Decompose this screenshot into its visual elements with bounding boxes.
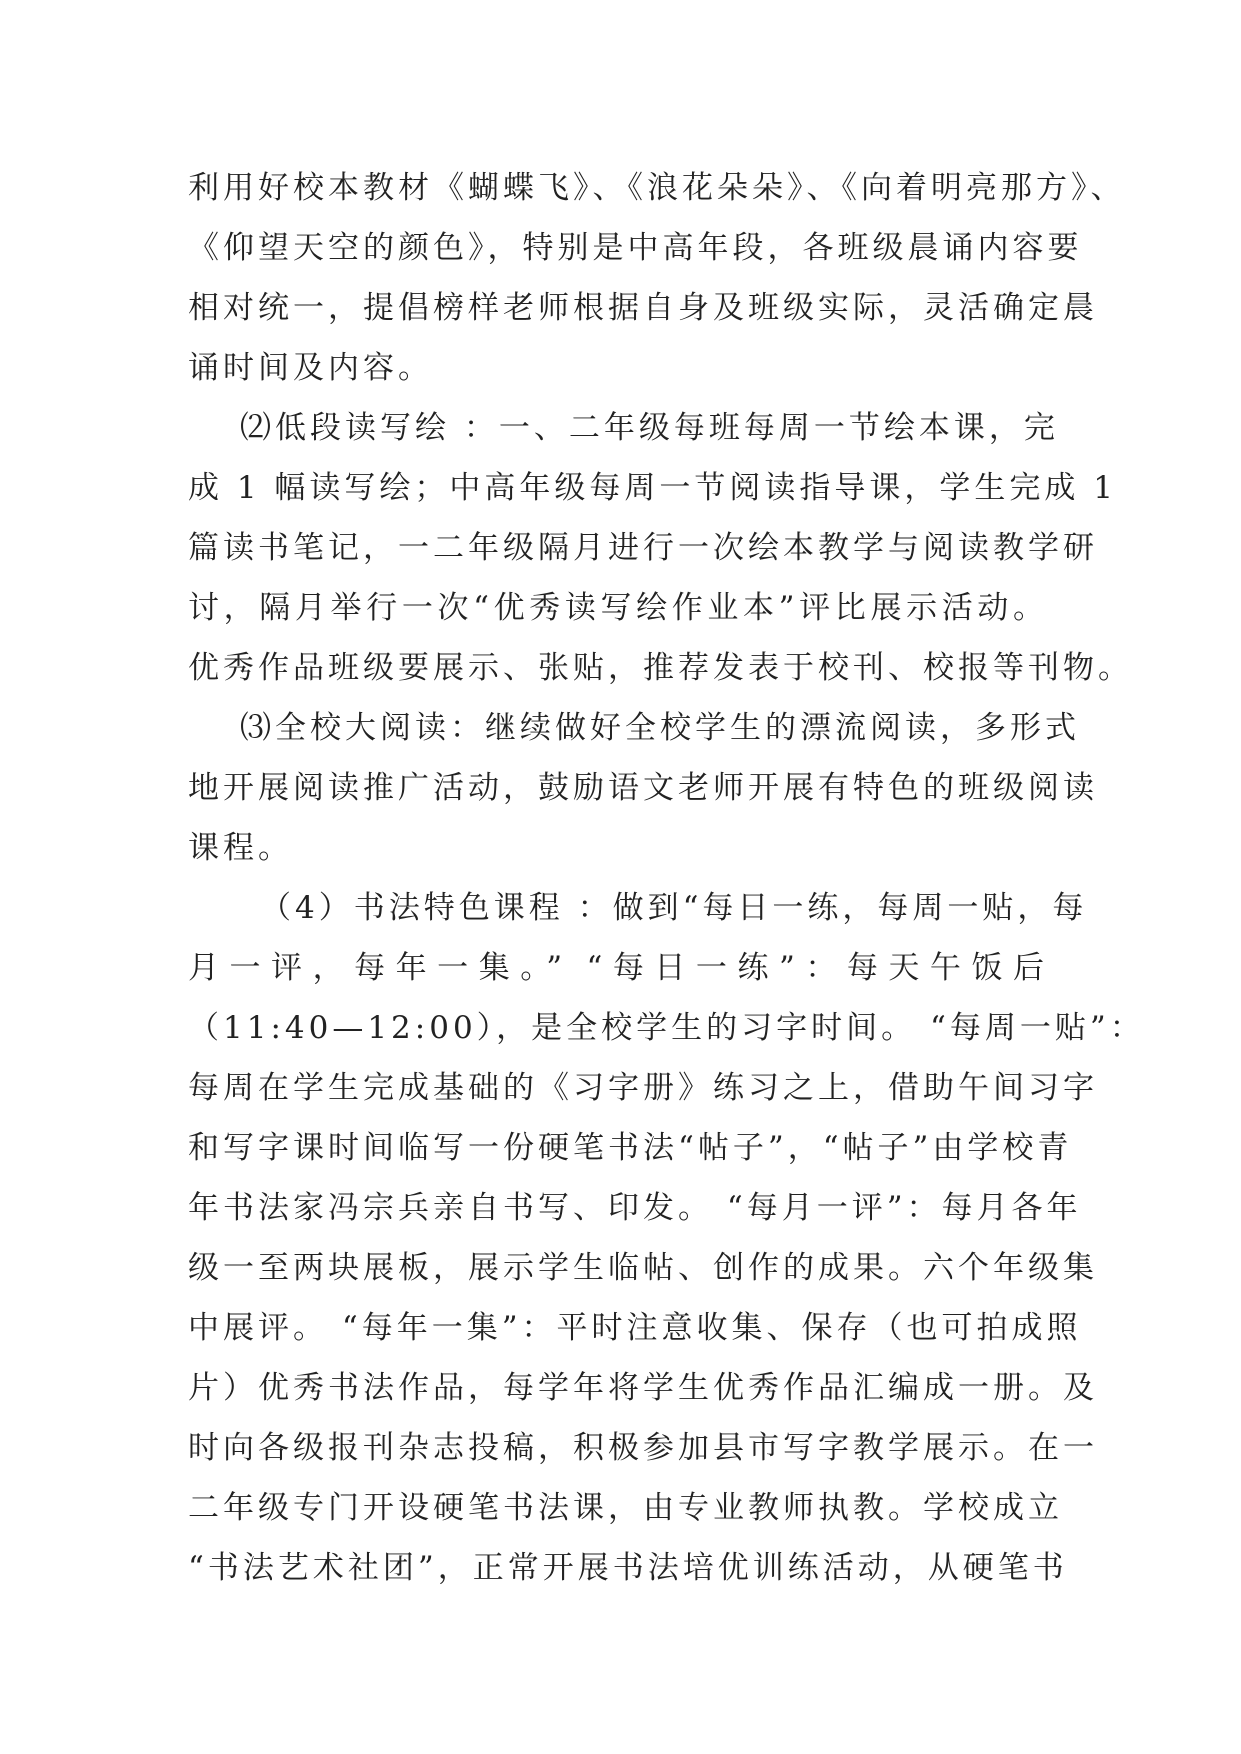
text-line: 年书法家冯宗兵亲自书写、印发。 “每月一评”：每月各年 [188,1190,1082,1226]
text-line: 级一至两块展板，展示学生临帖、创作的成果。六个年级集 [188,1250,1098,1286]
text-line: 地开展阅读推广活动，鼓励语文老师开展有特色的班级阅读 [188,770,1098,806]
paragraph-lower-grade-reading-writing [188,398,1133,698]
text-line: 和写字课时间临写一份硬笔书法“帖子”，“帖子”由学校青 [188,1130,1073,1166]
text-line: 相对统一，提倡榜样老师根据自身及班级实际，灵活确定晨 [188,290,1098,326]
paragraph-calligraphy-course [188,878,1145,1598]
text-line: 利用好校本教材《蝴蝶飞》、《浪花朵朵》、《向着明亮那方》、 [188,170,1126,206]
text-line: 中展评。 “每年一集”：平时注意收集、保存（也可拍成照 [188,1310,1082,1346]
text-line: 优秀作品班级要展示、张贴，推荐发表于校刊、校报等刊物。 [188,650,1133,686]
text-line: 二年级专门开设硬笔书法课，由专业教师执教。学校成立 [188,1490,1063,1526]
paragraph-morning-reading-continued [188,158,1126,398]
text-line: 时向各级报刊杂志投稿，积极参加县市写字教学展示。在一 [188,1430,1098,1466]
text-line: ⑵低段读写绘 ：一、二年级每班每周一节绘本课，完 [240,410,1059,446]
body-text [188,158,1145,1598]
text-line: （4）书法特色课程 ：做到“每日一练，每周一贴，每 [260,890,1088,926]
text-line: 讨，隔月举行一次“优秀读写绘作业本”评比展示活动。 [188,590,1048,626]
text-line: 《仰望天空的颜色》，特别是中高年段，各班级晨诵内容要 [188,230,1083,266]
paragraph-whole-school-reading [188,698,1098,878]
text-line: 课程。 [188,830,293,866]
text-line: 片）优秀书法作品，每学年将学生优秀作品汇编成一册。及 [188,1370,1098,1406]
text-line: 月一评，每年一集。” “每日一练”：每天午饭后 [188,950,1048,986]
text-line: 篇读书笔记，一二年级隔月进行一次绘本教学与阅读教学研 [188,530,1098,566]
text-line: 每周在学生完成基础的《习字册》练习之上，借助午间习字 [188,1070,1098,1106]
text-line: “书法艺术社团”，正常开展书法培优训练活动，从硬笔书 [188,1550,1068,1586]
text-line: （11:40—12:00），是全校学生的习字时间。 “每周一贴”： [188,1010,1145,1046]
text-line: 诵时间及内容。 [188,350,433,386]
text-line: ⑶全校大阅读：继续做好全校学生的漂流阅读，多形式 [240,710,1080,746]
text-line: 成 1 幅读写绘；中高年级每周一节阅读指导课，学生完成 1 [188,470,1118,506]
